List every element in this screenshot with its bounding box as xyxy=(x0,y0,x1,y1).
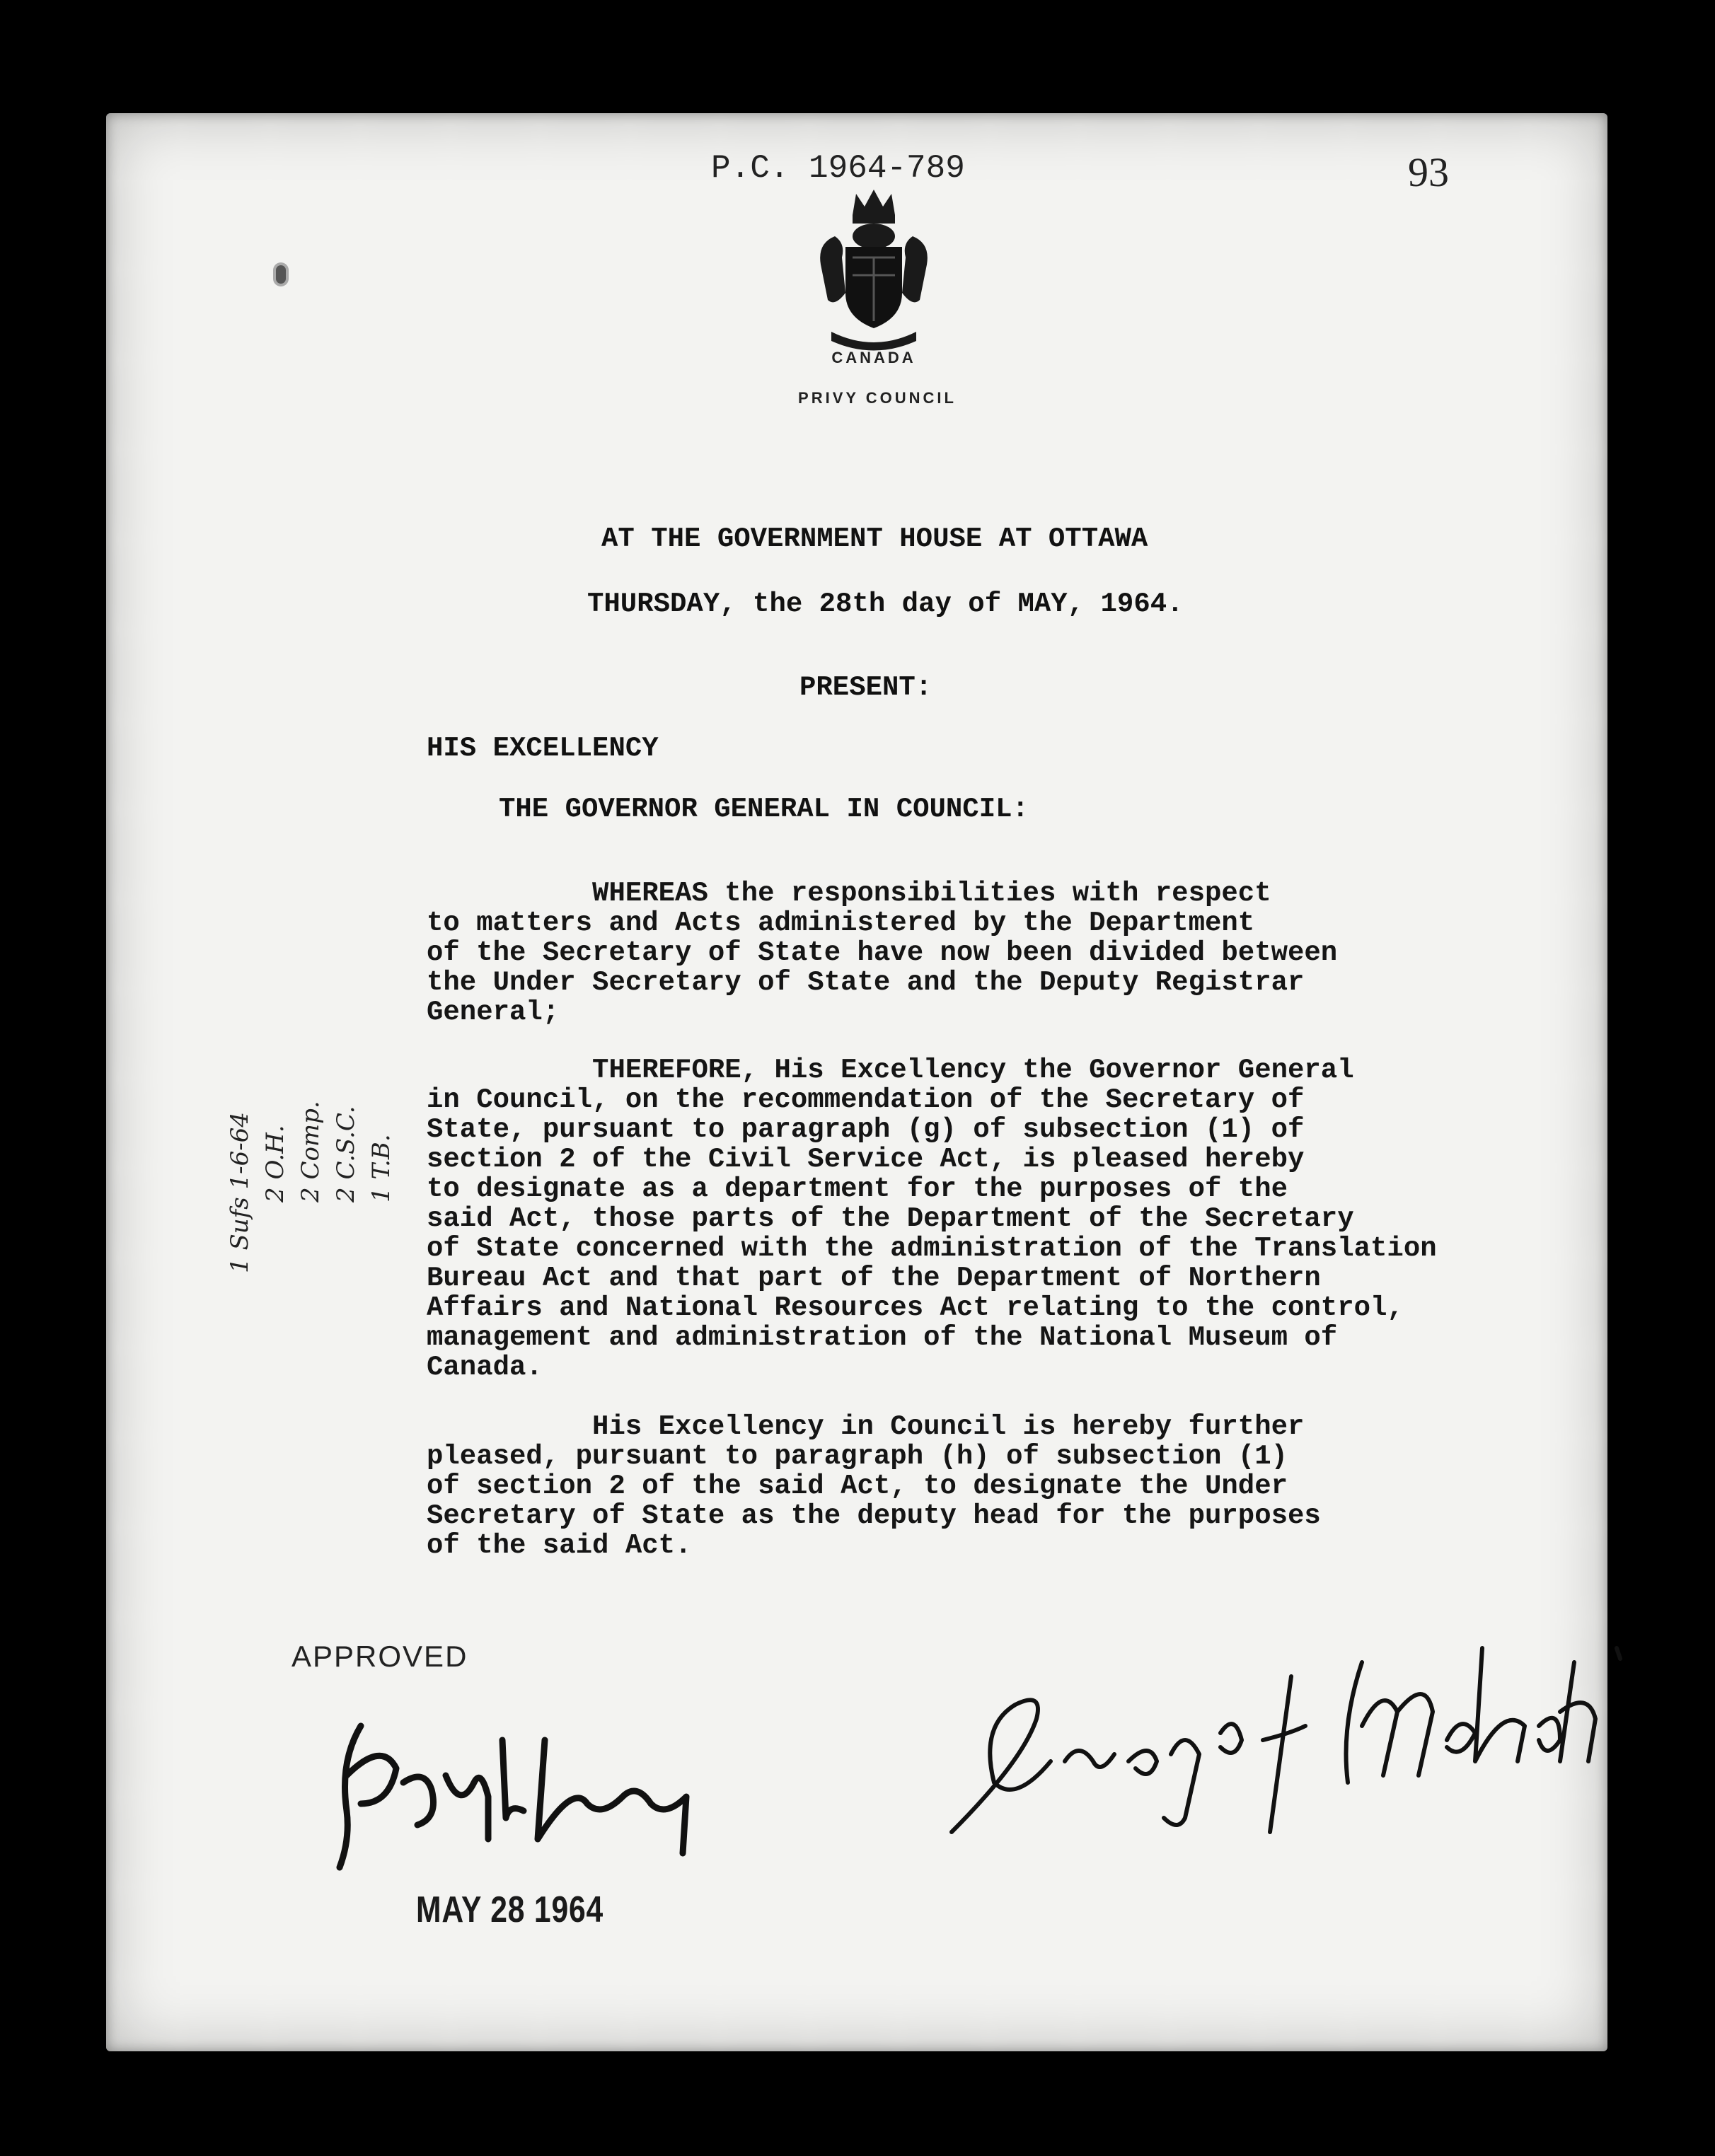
date-heading: THURSDAY, the 28th day of MAY, 1964. xyxy=(587,589,1184,620)
paragraph-line: His Excellency in Council is hereby further xyxy=(427,1411,1305,1442)
country-label: CANADA xyxy=(831,349,916,366)
paragraph-line: of State concerned with the administration of the Translation xyxy=(427,1233,1437,1264)
approved-label: APPROVED xyxy=(291,1640,468,1673)
margin-note-line: 1 T.B. xyxy=(367,1134,395,1202)
margin-note-line: 2 C.S.C. xyxy=(332,1106,360,1202)
place-heading: AT THE GOVERNMENT HOUSE AT OTTAWA xyxy=(601,523,1148,555)
paragraph-line: said Act, those parts of the Department of the Secretary xyxy=(427,1203,1354,1234)
paragraph-line: of section 2 of the said Act, to designate the Under xyxy=(427,1471,1288,1502)
paragraph-line: section 2 of the Civil Service Act, is pleased hereby xyxy=(427,1144,1305,1175)
paragraph-line: the Under Secretary of State and the Deputy Registrar xyxy=(427,967,1305,998)
order-number: P.C. 1964-789 xyxy=(711,150,965,187)
margin-distribution-note xyxy=(212,962,410,1273)
paragraph-line: to matters and Acts administered by the Department xyxy=(427,908,1255,939)
canada-coat-of-arms-icon xyxy=(814,187,934,357)
margin-note-line: 1 Sufs 1-6-64 xyxy=(226,1112,254,1273)
punch-hole xyxy=(276,265,286,284)
document-page xyxy=(106,113,1607,2051)
paragraph-line: Secretary of State as the deputy head for the purposes xyxy=(427,1500,1321,1531)
present-heading: PRESENT: xyxy=(799,672,932,703)
paragraph-line: WHEREAS the responsibilities with respect xyxy=(427,878,1271,909)
therefore-paragraph xyxy=(427,1055,1629,1382)
paragraph-line: Affairs and National Resources Act relating to the control, xyxy=(427,1292,1404,1323)
paragraph-line: General; xyxy=(427,997,560,1028)
further-paragraph xyxy=(427,1412,1629,1560)
paragraph-line: THEREFORE, His Excellency the Governor General xyxy=(427,1055,1354,1086)
privy-council-label: PRIVY COUNCIL xyxy=(798,389,957,407)
approval-date-stamp: MAY 28 1964 xyxy=(416,1889,604,1930)
paragraph-line: Bureau Act and that part of the Department of Northern xyxy=(427,1263,1321,1294)
paragraph-line: of the Secretary of State have now been divided between xyxy=(427,937,1338,968)
addressee-line-1: HIS EXCELLENCY xyxy=(427,733,659,764)
paragraph-line: of the said Act. xyxy=(427,1530,692,1561)
addressee-line-2: THE GOVERNOR GENERAL IN COUNCIL: xyxy=(499,794,1029,825)
clerk-of-privy-council-signature xyxy=(937,1620,1645,1846)
margin-note-line: 2 Comp. xyxy=(296,1101,325,1202)
governor-general-signature xyxy=(318,1698,715,1882)
paragraph-line: management and administration of the National Museum of xyxy=(427,1322,1338,1353)
page-number: 93 xyxy=(1408,149,1449,195)
paragraph-line: in Council, on the recommendation of the Secretary of xyxy=(427,1084,1305,1115)
whereas-paragraph xyxy=(427,879,1629,1027)
paragraph-line: Canada. xyxy=(427,1352,543,1383)
paragraph-line: pleased, pursuant to paragraph (h) of subsection (1) xyxy=(427,1441,1288,1472)
paragraph-line: State, pursuant to paragraph (g) of subsection (1) of xyxy=(427,1114,1305,1145)
margin-note-line: 2 O.H. xyxy=(261,1125,289,1202)
paragraph-line: to designate as a department for the purposes of the xyxy=(427,1173,1288,1205)
